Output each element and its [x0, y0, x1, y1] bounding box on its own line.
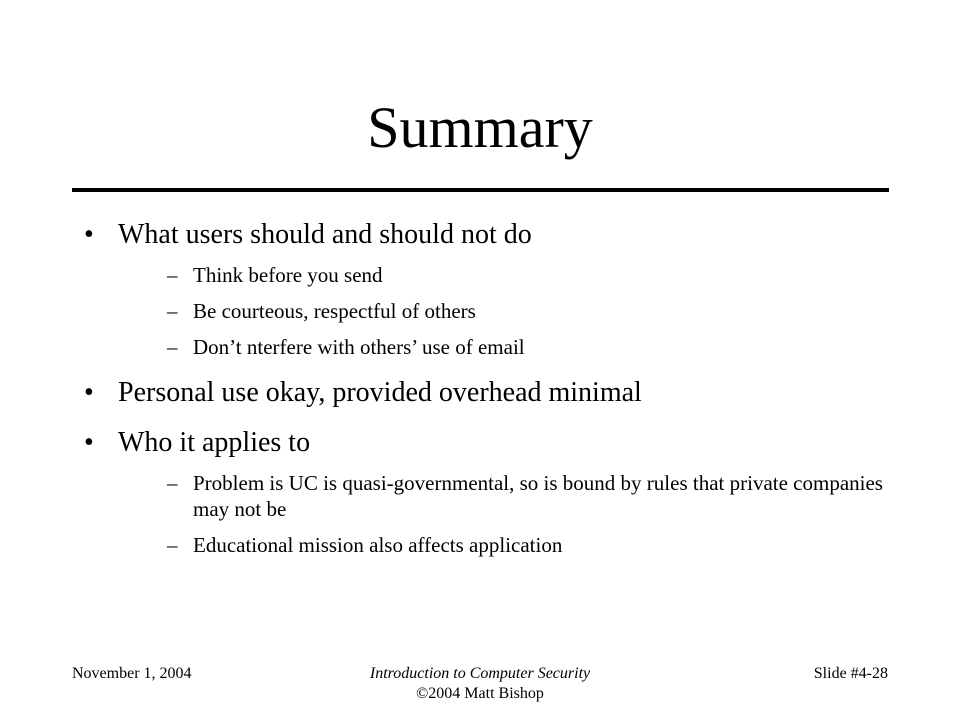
bullet-text: Who it applies to: [118, 427, 311, 458]
bullet-item: [84, 426, 884, 558]
bullet-text: Personal use okay, provided overhead minimal: [118, 377, 642, 408]
bullet-item: [84, 218, 884, 360]
slide-title: Summary: [367, 95, 593, 160]
footer-course-title: Introduction to Computer Security: [369, 665, 591, 682]
dash-mark: –: [167, 471, 178, 495]
sub-bullet-item: [167, 532, 884, 558]
dash-mark: –: [167, 299, 178, 323]
sub-bullet-item: [167, 298, 884, 324]
bullet-mark: •: [84, 219, 94, 250]
bullet-mark: •: [84, 377, 94, 408]
sub-bullet-text: Educational mission also affects application: [193, 533, 563, 557]
sub-bullet-text: Think before you send: [193, 263, 383, 287]
footer-slide-number: Slide #4-28: [813, 665, 888, 682]
dash-mark: –: [167, 263, 178, 287]
footer-copyright: ©2004 Matt Bishop: [416, 685, 544, 702]
sub-bullet-item: [167, 334, 884, 360]
footer-course-info: [300, 664, 660, 704]
sub-bullet-item: [167, 262, 884, 288]
bullet-item: [84, 376, 884, 410]
footer-date: November 1, 2004: [72, 665, 192, 682]
bullet-list: [84, 218, 884, 565]
dash-mark: –: [167, 533, 178, 557]
sub-bullet-text: Don’t nterfere with others’ use of email: [193, 335, 525, 359]
bullet-text: What users should and should not do: [118, 219, 532, 250]
title-divider: [72, 188, 889, 192]
dash-mark: –: [167, 335, 178, 359]
sub-bullet-item: [167, 470, 884, 522]
sub-bullet-text: Be courteous, respectful of others: [193, 299, 476, 323]
bullet-mark: •: [84, 427, 94, 458]
sub-bullet-text: Problem is UC is quasi-governmental, so is bound by rules that private companies may not be: [193, 471, 883, 521]
